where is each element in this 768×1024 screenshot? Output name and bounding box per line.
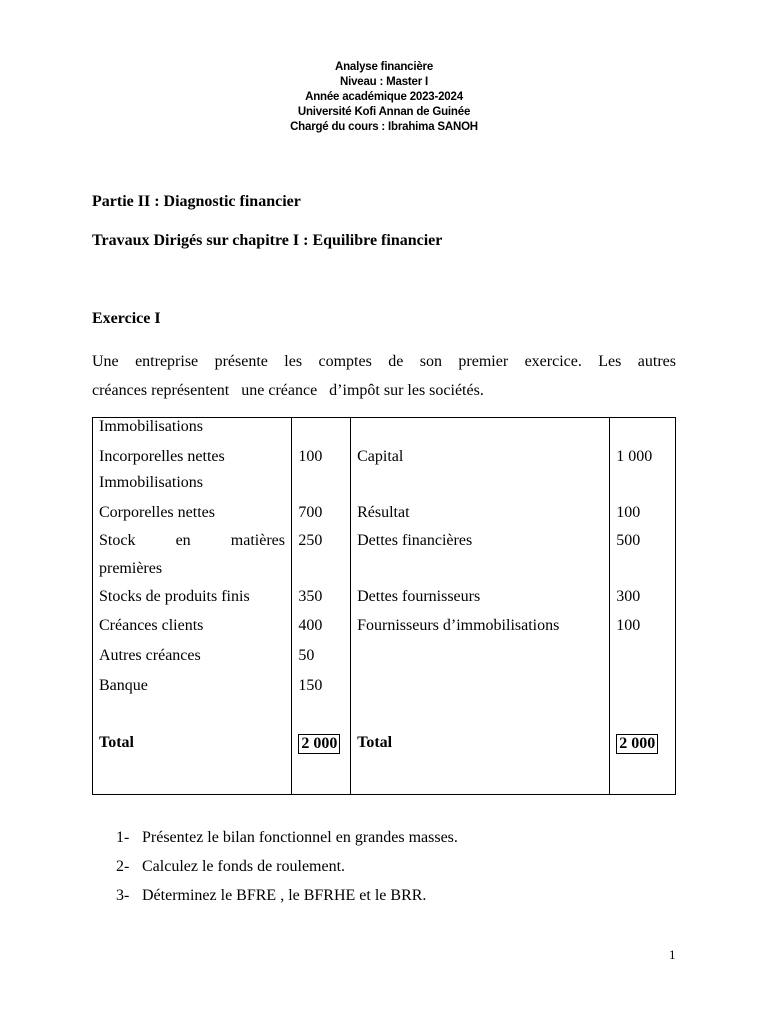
asset-value: 50 — [298, 647, 315, 664]
assets-total-value: 2 000 — [298, 734, 340, 754]
question-text: Présentez le bilan fonctionnel en grandes masses. — [142, 829, 458, 846]
question-text: Calculez le fonds de roulement. — [142, 858, 346, 875]
header-academic-year: Année académique 2023-2024 — [305, 91, 463, 103]
asset-label: Incorporelles nettes — [99, 448, 225, 465]
liability-label: Fournisseurs d’immobilisations — [357, 617, 560, 634]
liability-label: Dettes financières — [357, 532, 473, 549]
liability-value: 300 — [616, 588, 641, 605]
asset-value: 100 — [298, 448, 323, 465]
asset-value: 350 — [298, 588, 323, 605]
liability-value: 500 — [616, 532, 641, 549]
liability-label: Dettes fournisseurs — [357, 588, 481, 605]
asset-label: premières — [99, 560, 163, 577]
balance-sheet-table — [92, 417, 676, 795]
list-item — [116, 858, 458, 887]
asset-label: Créances clients — [99, 617, 204, 634]
header-course-title: Analyse financière — [334, 61, 434, 73]
header-level: Niveau : Master I — [340, 76, 428, 88]
assets-total-label: Total — [99, 734, 134, 751]
asset-value: 700 — [298, 504, 323, 521]
asset-value: 250 — [298, 532, 323, 549]
list-item — [116, 829, 458, 858]
header-lecturer: Chargé du cours : Ibrahima SANOH — [290, 121, 478, 133]
list-item — [116, 887, 458, 916]
course-header — [0, 60, 768, 135]
page-number: 1 — [669, 947, 676, 962]
asset-label: Banque — [99, 677, 148, 694]
intro-line-1: Une entreprise présente les comptes de son premier exercice. Les autres — [92, 353, 676, 370]
liability-label: Résultat — [357, 504, 410, 521]
liabilities-label-column — [351, 418, 610, 795]
question-number: 1- — [116, 829, 130, 846]
asset-label: Autres créances — [99, 647, 201, 664]
liabilities-value-column — [610, 418, 676, 795]
header-university: Université Kofi Annan de Guinée — [297, 106, 471, 118]
liability-value: 1 000 — [616, 448, 653, 465]
exercise-intro — [92, 347, 676, 405]
asset-label: Immobilisations — [99, 474, 203, 491]
asset-value: 150 — [298, 677, 323, 694]
exercise-heading: Exercice I — [92, 310, 161, 327]
assets-label-column — [93, 418, 292, 795]
asset-label: Immobilisations — [99, 418, 203, 435]
liability-value: 100 — [616, 504, 641, 521]
asset-label: Corporelles nettes — [99, 504, 215, 521]
question-text: Déterminez le BFRE , le BFRHE et le BRR. — [142, 887, 427, 904]
question-number: 2- — [116, 858, 130, 875]
liabilities-total-value: 2 000 — [616, 734, 658, 754]
section-heading-travaux: Travaux Dirigés sur chapitre I : Equilibre financier — [92, 232, 443, 249]
question-number: 3- — [116, 887, 130, 904]
asset-label: Stocks de produits finis — [99, 588, 250, 605]
assets-value-column — [292, 418, 351, 795]
liability-value: 100 — [616, 617, 641, 634]
asset-label: Stock en matières — [99, 532, 285, 549]
liability-label: Capital — [357, 448, 404, 465]
intro-line-2: créances représentent une créance d’impôt sur les sociétés. — [92, 382, 484, 399]
section-heading-partie: Partie II : Diagnostic financier — [92, 193, 301, 210]
asset-value: 400 — [298, 617, 323, 634]
question-list — [116, 829, 458, 916]
liabilities-total-label: Total — [357, 734, 393, 751]
